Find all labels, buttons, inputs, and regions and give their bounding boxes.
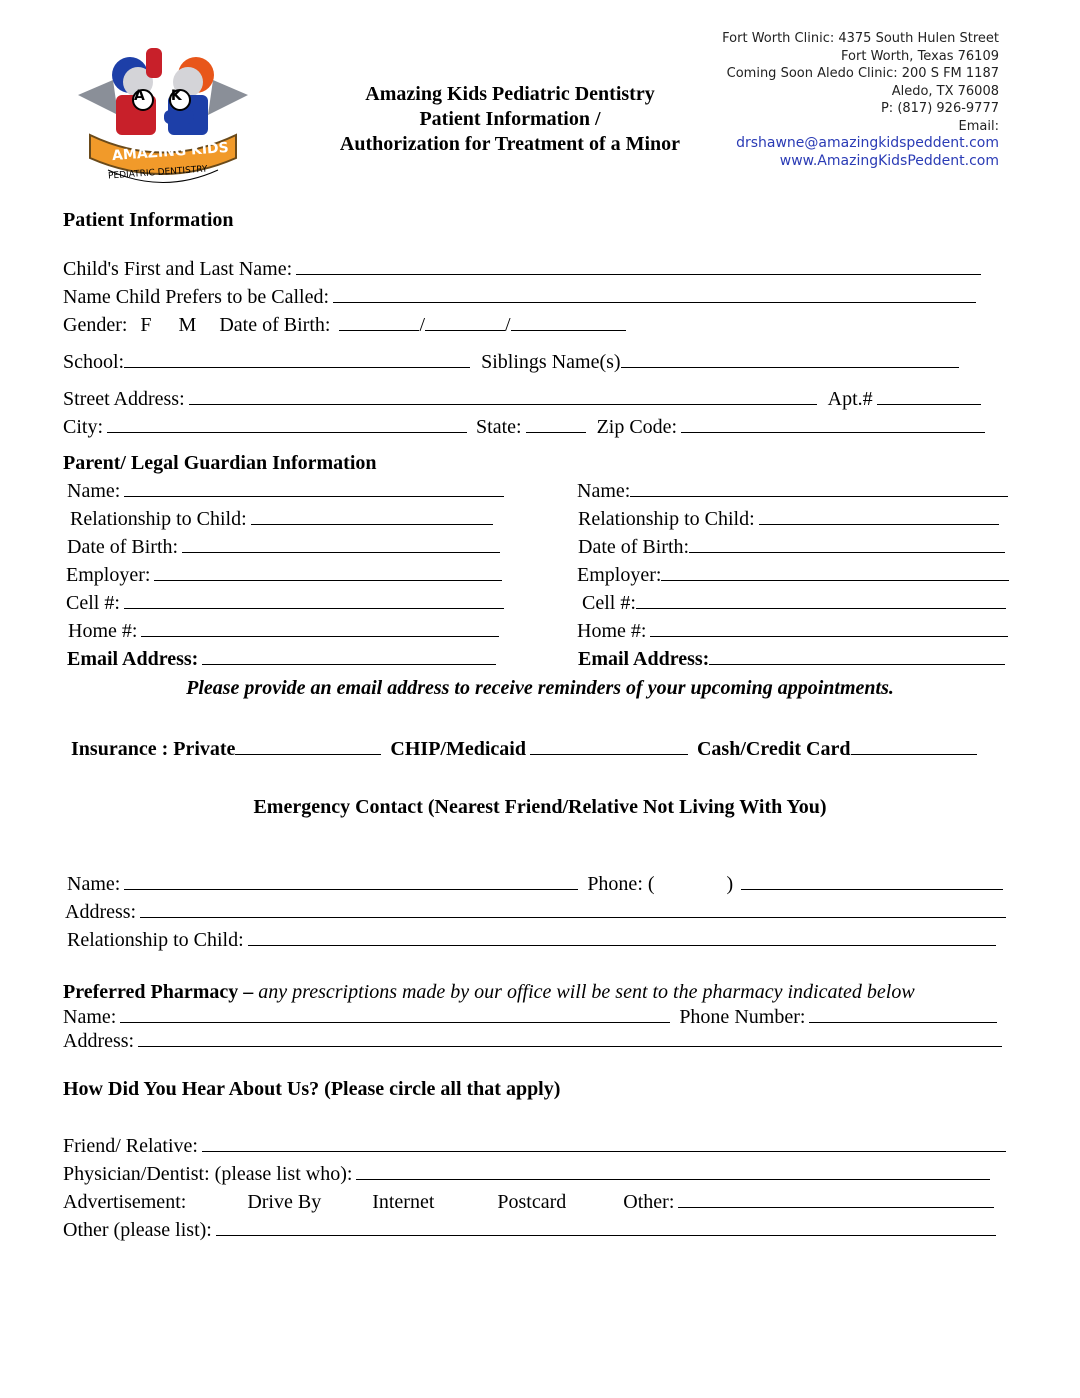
emergency-name-field[interactable]	[124, 871, 578, 890]
siblings-field[interactable]	[621, 349, 959, 368]
guardian1-dob-label: Date of Birth:	[67, 536, 179, 558]
form-title-line-1: Amazing Kids Pediatric Dentistry	[365, 83, 655, 105]
city-field[interactable]	[107, 414, 467, 433]
logo-brand-text: AMAZING KIDS	[111, 139, 230, 165]
guardian1-home-row	[68, 618, 499, 643]
emergency-relationship-label: Relationship to Child:	[67, 929, 244, 951]
referral-friend-field[interactable]	[202, 1133, 1006, 1152]
guardian2-home-label: Home #:	[577, 620, 647, 642]
emergency-phone-label: Phone: (	[587, 873, 655, 895]
emergency-address-field[interactable]	[140, 899, 1006, 918]
referral-other-list-label: Other (please list):	[63, 1219, 212, 1241]
insurance-private-label: Insurance : Private	[71, 738, 236, 760]
pharmacy-name-label: Name:	[63, 1006, 117, 1028]
child-name-field[interactable]	[296, 256, 981, 275]
form-title-line-2: Patient Information /	[419, 108, 601, 130]
guardian1-employer-field[interactable]	[154, 562, 502, 581]
guardian1-relationship-row	[70, 506, 493, 531]
zip-field[interactable]	[681, 414, 985, 433]
contact-line: Fort Worth, Texas 76109	[841, 48, 999, 64]
contact-line: P: (817) 926-9777	[880, 101, 999, 116]
referral-friend-row	[63, 1133, 1006, 1158]
guardian2-employer-label: Employer:	[577, 564, 662, 586]
guardian1-name-label: Name:	[67, 480, 121, 502]
referral-postcard-option[interactable]: Postcard	[497, 1191, 567, 1213]
guardian2-home-field[interactable]	[650, 618, 1008, 637]
guardian1-email-row	[67, 646, 496, 671]
dob-day-field[interactable]	[425, 312, 505, 331]
street-row	[63, 386, 981, 411]
referral-advertisement-option[interactable]: Advertisement:	[63, 1191, 187, 1213]
school-field[interactable]	[124, 349, 470, 368]
guardian2-cell-label: Cell #:	[582, 592, 636, 614]
contact-line: Aledo, TX 76008	[891, 83, 999, 99]
pharmacy-heading: Preferred Pharmacy –	[63, 981, 254, 1003]
guardian1-employer-label: Employer:	[66, 564, 151, 586]
contact-line: Coming Soon Aledo Clinic: 200 S FM 1187	[726, 66, 999, 81]
gender-f-option[interactable]: F	[140, 314, 152, 336]
guardian1-dob-row	[67, 534, 500, 559]
guardian1-dob-field[interactable]	[182, 534, 500, 553]
guardian-heading: Parent/ Legal Guardian Information	[63, 452, 377, 474]
state-field[interactable]	[526, 414, 586, 433]
pharmacy-heading-row	[63, 980, 915, 1004]
guardian2-cell-field[interactable]	[636, 590, 1006, 609]
emergency-phone-field[interactable]	[741, 871, 1003, 890]
guardian2-name-field[interactable]	[630, 478, 1008, 497]
pharmacy-phone-field[interactable]	[809, 1004, 997, 1023]
insurance-cash-field[interactable]	[851, 736, 977, 755]
zip-label: Zip Code:	[596, 416, 678, 438]
referral-other-list-field[interactable]	[216, 1217, 996, 1236]
referral-friend-label: Friend/ Relative:	[63, 1135, 198, 1157]
street-label: Street Address:	[63, 388, 185, 410]
referral-physician-row	[63, 1161, 990, 1186]
dob-year-field[interactable]	[511, 312, 626, 331]
child-name-row	[63, 256, 981, 281]
guardian2-relationship-row	[578, 506, 999, 531]
child-name-label: Child's First and Last Name:	[63, 258, 293, 280]
emergency-relationship-field[interactable]	[248, 927, 996, 946]
form-title	[300, 82, 720, 157]
referral-physician-field[interactable]	[356, 1161, 990, 1180]
pharmacy-name-field[interactable]	[120, 1004, 670, 1023]
dob-label: Date of Birth:	[219, 314, 331, 336]
guardian1-email-label: Email Address:	[67, 648, 199, 670]
referral-drive-by-option[interactable]: Drive By	[247, 1191, 322, 1213]
guardian2-employer-field[interactable]	[661, 562, 1009, 581]
referral-heading: How Did You Hear About Us? (Please circle all that apply)	[63, 1078, 561, 1100]
insurance-cash-label: Cash/Credit Card	[696, 738, 851, 760]
insurance-private-field[interactable]	[235, 736, 381, 755]
preferred-name-row	[63, 284, 976, 309]
logo-sub-text: PEDIATRIC DENTISTRY	[107, 164, 208, 182]
referral-other-field[interactable]	[678, 1189, 994, 1208]
guardian2-home-row	[577, 618, 1008, 643]
apt-label: Apt.#	[827, 388, 873, 410]
pharmacy-address-row	[63, 1028, 1002, 1053]
emergency-heading: Emergency Contact (Nearest Friend/Relative Not Living With You)	[253, 796, 827, 818]
referral-ad-row	[63, 1189, 994, 1214]
siblings-label: Siblings Name(s)	[481, 351, 621, 373]
gender-label: Gender:	[63, 314, 128, 336]
emergency-name-label: Name:	[67, 873, 121, 895]
state-label: State:	[476, 416, 522, 438]
gender-m-option[interactable]: M	[178, 314, 197, 336]
school-row	[63, 349, 959, 374]
preferred-name-label: Name Child Prefers to be Called:	[63, 286, 330, 308]
guardian1-email-field[interactable]	[202, 646, 496, 665]
pharmacy-name-row	[63, 1004, 997, 1029]
guardian2-cell-row	[582, 590, 1006, 615]
insurance-chip-field[interactable]	[530, 736, 688, 755]
logo	[68, 40, 258, 190]
pharmacy-address-label: Address:	[63, 1030, 135, 1052]
contact-line: Email:	[958, 118, 999, 134]
guardian1-name-field[interactable]	[124, 478, 504, 497]
guardian2-dob-label: Date of Birth:	[578, 536, 690, 558]
street-field[interactable]	[189, 386, 817, 405]
insurance-chip-label: CHIP/Medicaid	[390, 738, 526, 760]
guardian2-relationship-label: Relationship to Child:	[578, 508, 755, 530]
preferred-name-field[interactable]	[333, 284, 976, 303]
guardian1-name-row	[67, 478, 504, 503]
guardian1-cell-field[interactable]	[124, 590, 504, 609]
emergency-name-row	[67, 871, 1003, 896]
guardian2-name-row	[577, 478, 1008, 503]
emergency-address-label: Address:	[65, 901, 137, 923]
city-label: City:	[63, 416, 104, 438]
guardian1-cell-row	[66, 590, 504, 615]
guardian2-employer-row	[577, 562, 1009, 587]
guardian1-relationship-label: Relationship to Child:	[70, 508, 247, 530]
guardian2-email-row	[578, 646, 1005, 671]
insurance-row	[71, 736, 977, 761]
email-reminder-note: Please provide an email address to receive reminders of your upcoming appointments.	[186, 677, 894, 699]
patient-info-heading: Patient Information	[63, 209, 234, 231]
referral-internet-option[interactable]: Internet	[372, 1191, 435, 1213]
apt-field[interactable]	[877, 386, 981, 405]
referral-other-list-row	[63, 1217, 996, 1242]
emergency-phone-close: )	[726, 873, 734, 895]
guardian2-name-label: Name:	[577, 480, 631, 502]
email-link[interactable]: drshawne@amazingkidspeddent.com	[736, 135, 999, 151]
form-title-line-3: Authorization for Treatment of a Minor	[339, 133, 681, 155]
contact-line: Fort Worth Clinic: 4375 South Hulen Street	[722, 31, 999, 46]
guardian1-home-field[interactable]	[141, 618, 499, 637]
guardian1-cell-label: Cell #:	[66, 592, 120, 614]
logo-letters: AK	[134, 88, 208, 104]
guardian1-home-label: Home #:	[68, 620, 138, 642]
dob-slash: /	[505, 314, 511, 336]
city-row	[63, 414, 985, 439]
school-label: School:	[63, 351, 125, 373]
referral-other-label: Other:	[623, 1191, 675, 1213]
clinic-contact	[722, 30, 999, 170]
emergency-relationship-row	[67, 927, 996, 952]
pharmacy-note: any prescriptions made by our office will be sent to the pharmacy indicated below	[258, 981, 915, 1003]
emergency-address-row	[65, 899, 1006, 924]
dob-month-field[interactable]	[339, 312, 419, 331]
referral-physician-label: Physician/Dentist: (please list who):	[63, 1163, 353, 1185]
website-link[interactable]: www.AmazingKidsPeddent.com	[779, 152, 999, 169]
dob-slash: /	[419, 314, 425, 336]
pharmacy-phone-label: Phone Number:	[679, 1006, 806, 1028]
guardian2-dob-row	[578, 534, 1005, 559]
guardian2-email-label: Email Address:	[578, 648, 710, 670]
guardian1-relationship-field[interactable]	[251, 506, 493, 525]
guardian2-dob-field[interactable]	[689, 534, 1005, 553]
gender-dob-row	[63, 312, 626, 337]
pharmacy-address-field[interactable]	[138, 1028, 1002, 1047]
guardian2-relationship-field[interactable]	[759, 506, 999, 525]
guardian1-employer-row	[66, 562, 502, 587]
guardian2-email-field[interactable]	[709, 646, 1005, 665]
